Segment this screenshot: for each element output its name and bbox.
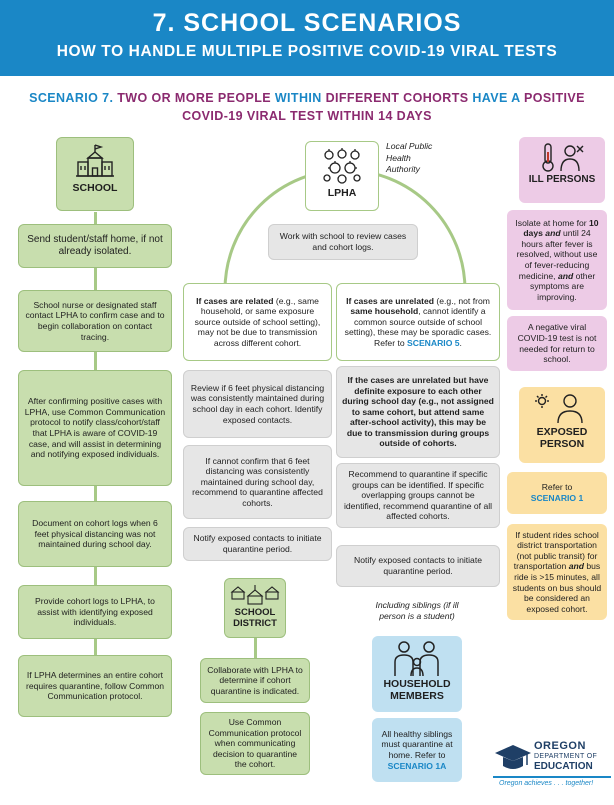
scenario-1-link[interactable]: SCENARIO 1 [530,493,584,503]
logo-dept: DEPARTMENT OF [534,753,598,760]
bus-and: and [568,561,584,572]
definite-exposure-box [336,366,500,458]
household-instruction-box [372,718,462,782]
unrelated-cases-box [336,283,500,361]
scenario-5-link[interactable]: SCENARIO 5 [407,337,460,348]
negative-test-box: A negative viral COVID-19 test is not needed for return to school. [507,316,607,371]
related-cases-text [189,296,326,349]
isolate-text [512,218,602,303]
school-district-icon [230,583,280,605]
lpha-left-step: Review if 6 feet physical distancing was consistently maintained during school day in each cohort. Identify exposed contacts. [183,370,332,438]
scenario-part: HAVE A [468,91,525,105]
unrelated-lead: If cases are unrelated [346,295,434,306]
logo-education: EDUCATION [534,761,593,772]
unrelated-end: . [459,337,462,348]
school-step: After confirming positive cases with LPHA, use Common Communication protocol to notify class/cohort/staff that LPHA is aware of COVID-19 case, and will assist in determining and notifying exposed individuals. [18,370,172,486]
district-step: Collaborate with LPHA to determine if cohort quarantine is indicated. [200,658,310,703]
bus-text [512,530,602,615]
bus-transport-box [507,524,607,620]
district-step: Use Common Communication protocol when communicating decision to quarantine the cohort. [200,712,310,775]
exposed-person-label: EXPOSED PERSON [536,426,588,450]
lpha-note: Local Public Health Authority [386,141,433,174]
related-cases-box [183,283,332,361]
household-label: HOUSEHOLD MEMBERS [383,678,451,702]
family-icon [392,640,442,678]
refer-text: Refer to [541,482,573,493]
isolate-box [507,210,607,310]
scenario-part: WITHIN [270,91,326,105]
scenario-heading-line1 [20,89,594,107]
isolate-and: and [557,270,574,281]
household-header [372,636,462,712]
household-text: All healthy siblings must quarantine at home. Refer to [381,728,453,760]
unrelated-cases-text [342,296,494,349]
notify-contacts-box: Notify exposed contacts to initiate quarantine period. [336,545,500,587]
thermometer-person-icon [537,142,587,172]
exposed-person-header [519,387,605,463]
school-building-icon [75,144,115,180]
virus-cluster-icon [319,147,365,185]
school-step: Provide cohort logs to LPHA, to assist with identifying exposed individuals. [18,585,172,639]
isolate-part: until 24 hours after fever is resolved, without use of fever-reducing medicine, [516,228,598,281]
bus-part: If student rides school district transportation (not public transit) for transportation [513,529,599,572]
lpha-left-step: Notify exposed contacts to initiate quarantine period. [183,527,332,561]
logo-state: OREGON [534,740,586,752]
page-title: 7. SCHOOL SCENARIOS [152,9,462,37]
scenario-1a-link[interactable]: SCENARIO 1A [387,760,447,771]
scenario-number: SCENARIO 7. [29,91,118,105]
ill-persons-header [519,137,605,203]
lpha-header [305,141,379,211]
bus-part: bus ride is >15 minutes, all students on bus should be considered an exposed cohort. [512,561,602,614]
isolate-and: and [542,228,561,239]
related-lead: If cases are related [196,295,274,306]
title-banner [0,0,614,76]
school-label: SCHOOL [72,182,118,194]
logo-tagline: Oregon achieves . . . together! [499,780,594,787]
school-step: School nurse or designated staff contact LPHA to confirm case and to begin collaboration on contact tracing. [18,290,172,352]
related-body: (e.g., same household, or same exposure source outside of school setting), may not be due to transmission across different cohort. [194,295,321,348]
unrelated-household: same household [350,306,419,317]
unrelated-body: , cannot identify a common source outside of school setting), these may be sporadic cases. Refer to [344,306,492,348]
oregon-education-logo [493,738,611,800]
recommend-quarantine-box: Recommend to quarantine if specific groups can be identified. If specific overlapping groups cannot be identified, recommend quarantine of all affected cohorts. [336,463,500,528]
lpha-label: LPHA [327,187,357,199]
page-subtitle: HOW TO HANDLE MULTIPLE POSITIVE COVID-19 VIRAL TESTS [56,43,558,60]
isolate-part: other symptoms are improving. [530,270,596,302]
lpha-left-step: If cannot confirm that 6 feet distancing was consistently maintained during school day, recommend to quarantine affected cohorts. [183,445,332,519]
lpha-work-box: Work with school to review cases and cohort logs. [268,224,418,260]
district-connector-line [254,637,257,659]
graduation-cap-icon [493,741,533,775]
scenario-part: DIFFERENT COHORTS [325,91,469,105]
logo-divider [493,776,611,778]
isolate-part: Isolate at home for [515,217,589,228]
isolate-days: 10 days [523,217,599,239]
definite-exposure-text [342,375,494,449]
unrelated-body: (e.g., not from [434,295,490,306]
refer-scenario-1-box [507,472,607,514]
school-header [56,137,134,211]
household-note: Including siblings (if ill person is a student) [375,600,459,621]
scenario-part: POSITIVE [524,91,585,105]
scenario-heading [20,89,594,125]
scenario-part: TWO OR MORE PEOPLE [117,91,271,105]
exposed-person-icon [534,392,590,424]
school-step: If LPHA determines an entire cohort requires quarantine, follow Common Communication protocol. [18,655,172,717]
school-step: Send student/staff home, if not already isolated. [18,224,172,268]
scenario-heading-line2: COVID-19 VIRAL TEST WITHIN 14 DAYS [182,109,432,123]
district-label: SCHOOL DISTRICT [233,607,277,629]
district-header [224,578,286,638]
ill-persons-label: ILL PERSONS [528,174,596,185]
school-step: Document on cohort logs when 6 feet physical distancing was not maintained during school day. [18,501,172,567]
definite-exposure-lead: If the cases are unrelated but have definite exposure to each other during school day (e.g., not assigned to same cohort, but attend same after-school activity), this may be due to transmission during groups outside of cohorts. [342,374,494,449]
